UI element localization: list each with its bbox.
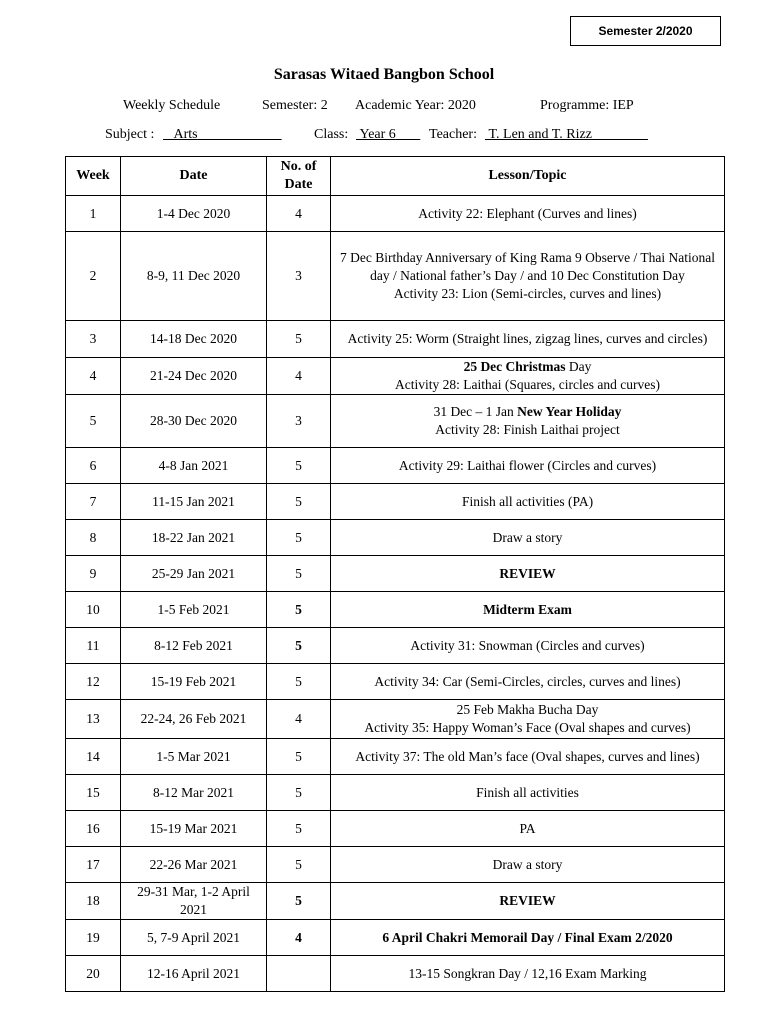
- table-row: [66, 556, 725, 592]
- weekly-schedule-label: Weekly Schedule: [123, 98, 221, 113]
- week-cell: 16: [66, 811, 121, 847]
- lesson-line: PA: [519, 820, 536, 836]
- table-row: [66, 321, 725, 358]
- header-lesson-topic: Lesson/Topic: [331, 157, 725, 196]
- week-cell: 11: [66, 628, 121, 664]
- lesson-cell: [331, 628, 725, 664]
- lesson-cell: [331, 739, 725, 775]
- days-cell: 5: [267, 739, 331, 775]
- lesson-line: Draw a story: [492, 529, 563, 545]
- days-cell: 5: [267, 628, 331, 664]
- table-row: [66, 448, 725, 484]
- lesson-cell: [331, 700, 725, 739]
- lesson-line-head: 31 Dec – 1 Jan: [433, 404, 518, 419]
- table-row: [66, 484, 725, 520]
- week-cell: 18: [66, 883, 121, 920]
- week-cell: 15: [66, 775, 121, 811]
- lesson-line: [334, 358, 721, 376]
- days-cell: 5: [267, 448, 331, 484]
- week-cell: 19: [66, 920, 121, 956]
- days-cell: 3: [267, 232, 331, 321]
- lesson-cell: [331, 484, 725, 520]
- date-cell: 4-8 Jan 2021: [121, 448, 267, 484]
- lesson-line: 6 April Chakri Memorail Day / Final Exam 2/2020: [382, 929, 673, 945]
- date-cell: 8-9, 11 Dec 2020: [121, 232, 267, 321]
- days-cell: 5: [267, 811, 331, 847]
- days-cell: [267, 956, 331, 992]
- lesson-line: 25 Feb Makha Bucha Day: [456, 702, 599, 717]
- lesson-line-bold: New Year Holiday: [517, 404, 622, 419]
- lesson-line: Finish all activities: [476, 784, 579, 800]
- lesson-line: Midterm Exam: [483, 601, 572, 617]
- week-cell: 17: [66, 847, 121, 883]
- semester-label: Semester 2/2020: [598, 24, 693, 38]
- lesson-line: REVIEW: [499, 893, 556, 908]
- days-cell: 5: [267, 321, 331, 358]
- week-cell: 13: [66, 700, 121, 739]
- week-cell: 1: [66, 196, 121, 232]
- semester-label-box: [570, 16, 721, 46]
- table-row: [66, 358, 725, 395]
- lesson-cell: [331, 556, 725, 592]
- date-cell: 8-12 Feb 2021: [121, 628, 267, 664]
- week-cell: 12: [66, 664, 121, 700]
- lesson-cell: [331, 956, 725, 992]
- lesson-line: Activity 28: Finish Laithai project: [435, 422, 620, 437]
- lesson-line: 13-15 Songkran Day / 12,16 Exam Marking: [408, 965, 647, 981]
- school-name: Sarasas Witaed Bangbon School: [273, 66, 495, 83]
- table-row: [66, 739, 725, 775]
- lesson-cell: [331, 811, 725, 847]
- week-cell: 4: [66, 358, 121, 395]
- header-date: Date: [121, 157, 267, 196]
- lesson-line: Activity 34: Car (Semi-Circles, circles, curves and lines): [374, 673, 681, 689]
- lesson-cell: [331, 448, 725, 484]
- lesson-line: Draw a story: [492, 856, 563, 872]
- lesson-line: [334, 403, 721, 421]
- date-cell: 1-5 Mar 2021: [121, 739, 267, 775]
- table-row: [66, 775, 725, 811]
- days-cell: 4: [267, 358, 331, 395]
- lesson-line: REVIEW: [499, 565, 556, 581]
- table-row: [66, 664, 725, 700]
- table-row: [66, 847, 725, 883]
- date-cell: 12-16 April 2021: [121, 956, 267, 992]
- table-row: [66, 700, 725, 739]
- week-cell: 3: [66, 321, 121, 358]
- table-row: [66, 232, 725, 321]
- class-label: Class:: [314, 127, 349, 142]
- days-cell: 5: [267, 883, 331, 920]
- week-cell: 6: [66, 448, 121, 484]
- date-cell: 18-22 Jan 2021: [121, 520, 267, 556]
- days-cell: 5: [267, 484, 331, 520]
- date-cell: 14-18 Dec 2020: [121, 321, 267, 358]
- date-cell: 21-24 Dec 2020: [121, 358, 267, 395]
- week-cell: 5: [66, 395, 121, 448]
- header-week: Week: [66, 157, 121, 196]
- subject-label: Subject :: [105, 127, 155, 142]
- lesson-cell: [331, 520, 725, 556]
- week-cell: 20: [66, 956, 121, 992]
- days-cell: 5: [267, 520, 331, 556]
- table-row: [66, 628, 725, 664]
- date-cell: 15-19 Feb 2021: [121, 664, 267, 700]
- lesson-cell: [331, 592, 725, 628]
- programme-info: Programme: IEP: [540, 98, 634, 113]
- days-cell: 5: [267, 775, 331, 811]
- date-cell: 28-30 Dec 2020: [121, 395, 267, 448]
- week-cell: 2: [66, 232, 121, 321]
- teacher-label: Teacher:: [429, 127, 477, 142]
- date-cell: 22-26 Mar 2021: [121, 847, 267, 883]
- days-cell: 4: [267, 700, 331, 739]
- lesson-cell: [331, 775, 725, 811]
- subject-value: Arts: [173, 127, 198, 142]
- lesson-line: 7 Dec Birthday Anniversary of King Rama 9 Observe / Thai National day / National father’s Day / and 10 Dec Constitution Day: [339, 250, 716, 283]
- lesson-cell: [331, 196, 725, 232]
- lesson-line: Activity 22: Elephant (Curves and lines): [418, 205, 637, 221]
- academic-year-info: Academic Year: 2020: [355, 98, 476, 113]
- date-cell: 1-4 Dec 2020: [121, 196, 267, 232]
- table-row: [66, 395, 725, 448]
- lesson-line: Finish all activities (PA): [461, 493, 594, 509]
- lesson-cell: [331, 321, 725, 358]
- days-cell: 4: [267, 196, 331, 232]
- date-cell: 15-19 Mar 2021: [121, 811, 267, 847]
- lesson-cell: [331, 232, 725, 321]
- table-row: [66, 883, 725, 920]
- days-cell: 4: [267, 920, 331, 956]
- lesson-cell: [331, 358, 725, 395]
- class-value: Year 6: [359, 127, 396, 142]
- lesson-cell: [331, 664, 725, 700]
- table-row: [66, 520, 725, 556]
- days-cell: 5: [267, 664, 331, 700]
- date-cell: 25-29 Jan 2021: [121, 556, 267, 592]
- days-cell: 5: [267, 592, 331, 628]
- days-cell: 5: [267, 556, 331, 592]
- table-row: [66, 592, 725, 628]
- lesson-line: Activity 29: Laithai flower (Circles and curves): [398, 457, 657, 473]
- week-cell: 7: [66, 484, 121, 520]
- date-cell: 5, 7-9 April 2021: [121, 920, 267, 956]
- days-cell: 5: [267, 847, 331, 883]
- table-row: [66, 956, 725, 992]
- lesson-line: Activity 35: Happy Woman’s Face (Oval shapes and curves): [364, 720, 691, 735]
- teacher-value: T. Len and T. Rizz: [488, 127, 592, 142]
- lesson-line: Activity 23: Lion (Semi-circles, curves and lines): [393, 286, 662, 301]
- header-no-of-date: No. of Date: [267, 157, 331, 196]
- lesson-cell: [331, 395, 725, 448]
- date-cell: 11-15 Jan 2021: [121, 484, 267, 520]
- lesson-line: Activity 37: The old Man’s face (Oval shapes, curves and lines): [355, 748, 700, 764]
- lesson-line-bold: 25 Dec Christmas: [463, 359, 566, 374]
- lesson-line: Activity 31: Snowman (Circles and curves): [410, 637, 645, 653]
- table-row: [66, 196, 725, 232]
- week-cell: 8: [66, 520, 121, 556]
- lesson-line: Activity 25: Worm (Straight lines, zigzag lines, curves and circles): [347, 331, 708, 346]
- table-row: [66, 811, 725, 847]
- date-cell: 29-31 Mar, 1-2 April 2021: [121, 883, 267, 920]
- week-cell: 14: [66, 739, 121, 775]
- date-cell: 8-12 Mar 2021: [121, 775, 267, 811]
- lesson-line-tail: Day: [565, 359, 592, 374]
- days-cell: 3: [267, 395, 331, 448]
- week-cell: 9: [66, 556, 121, 592]
- lesson-cell: [331, 920, 725, 956]
- date-cell: 1-5 Feb 2021: [121, 592, 267, 628]
- date-cell: 22-24, 26 Feb 2021: [121, 700, 267, 739]
- lesson-line: Activity 28: Laithai (Squares, circles and curves): [394, 377, 661, 392]
- weekly-schedule-table: [65, 156, 725, 992]
- table-row: [66, 920, 725, 956]
- lesson-cell: [331, 883, 725, 920]
- semester-info: Semester: 2: [262, 98, 328, 113]
- lesson-cell: [331, 847, 725, 883]
- week-cell: 10: [66, 592, 121, 628]
- schedule-body: [66, 196, 725, 992]
